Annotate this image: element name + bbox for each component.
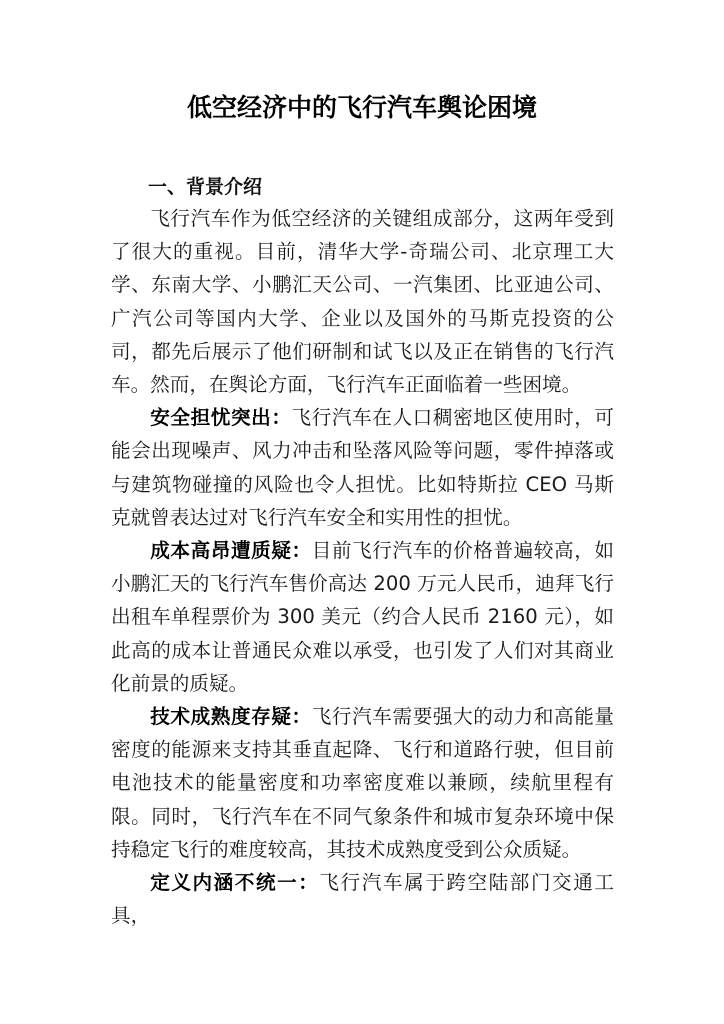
section-heading: 一、背景介绍 [148, 176, 263, 198]
paragraph-text: 飞行汽车属于跨空陆部门交通工具， [111, 871, 615, 928]
paragraph-definition [111, 866, 614, 932]
paragraph-lead: 技术成熟度存疑： [150, 705, 312, 729]
paragraph-lead: 定义内涵不统一： [150, 871, 320, 895]
paragraph-text: 飞行汽车需要强大的动力和高能量密度的能源来支持其垂直起降、飞行和道路行驶，但目前电池技术的能量密度和功率密度难以兼顾，续航里程有限。同时，飞行汽车在不同气象条件和城市复杂环境中保持稳定飞行的难度较高，其技术成熟度受到公众质疑。 [111, 705, 615, 861]
document-title: 低空经济中的飞行汽车舆论困境 [186, 93, 537, 122]
document-body [111, 202, 614, 932]
paragraph-text: 飞行汽车在人口稠密地区使用时，可能会出现噪声、风力冲击和坠落风险等问题，零件掉落或与建筑物碰撞的风险也令人担忧。比如特斯拉 CEO 马斯克就曾表达过对飞行汽车安全和实用性的担忧。 [111, 406, 615, 529]
paragraph-lead: 成本高昂遭质疑： [150, 539, 312, 563]
paragraph-lead: 安全担忧突出： [150, 406, 292, 430]
paragraph-tech-maturity [111, 700, 614, 866]
paragraph-high-cost [111, 534, 614, 700]
paragraph-safety-concerns [111, 401, 614, 534]
paragraph-background [111, 202, 614, 401]
paragraph-text: 目前飞行汽车的价格普遍较高，如小鹏汇天的飞行汽车售价高达 200 万元人民币，迪拜飞行出租车单程票价为 300 美元（约合人民币 2160 元），如此高的成本让普通民众难以承受，也引发了人们对其商业化前景的质疑。 [111, 539, 615, 695]
paragraph-text: 飞行汽车作为低空经济的关键组成部分，这两年受到了很大的重视。目前，清华大学-奇瑞公司、北京理工大学、东南大学、小鹏汇天公司、一汽集团、比亚迪公司、广汽公司等国内大学、企业以及国外的马斯克投资的公司，都先后展示了他们研制和试飞以及正在销售的飞行汽车。然而，在舆论方面，飞行汽车正面临着一些困境。 [111, 207, 614, 397]
